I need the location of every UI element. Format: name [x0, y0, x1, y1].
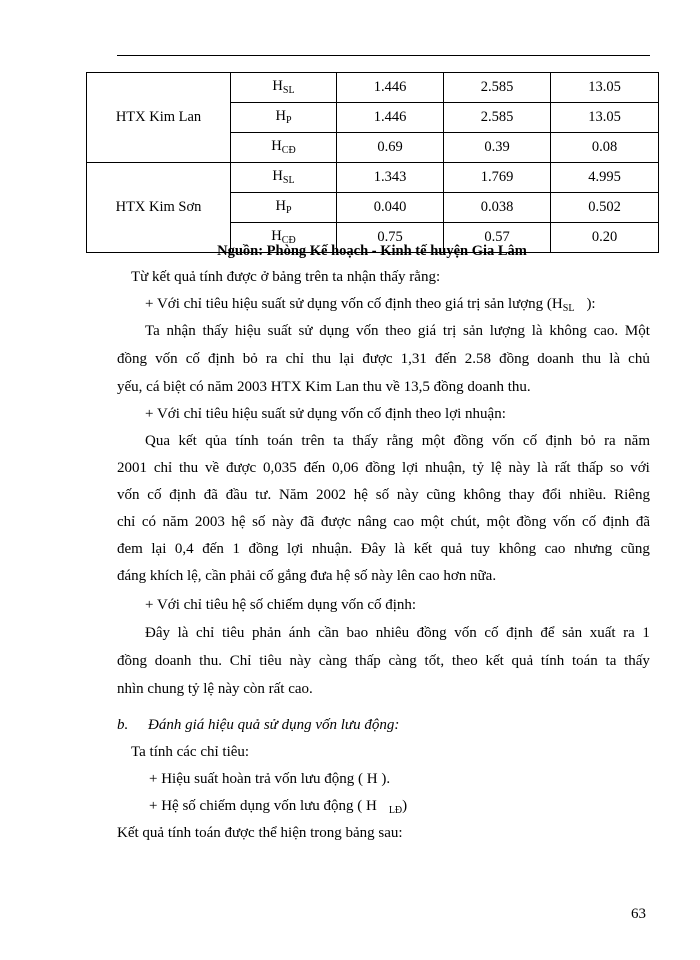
table-cell-value: 1.343: [337, 163, 444, 193]
cooperative-name: HTX Kim Sơn: [87, 163, 231, 253]
indicator-subscript: CĐ: [281, 235, 296, 246]
bullet-output-value-sub: SL: [562, 303, 575, 314]
table-cell-value: 0.038: [444, 193, 551, 223]
table-source: Nguồn: Phòng Kế hoạch - Kinh tế huyện Gia Lâm: [217, 243, 527, 259]
paragraph-line: 2001 chỉ thu về được 0,035 đến 0,06 đồng lợi nhuận, tỷ lệ này là rất thấp so với: [117, 460, 650, 476]
bullet-output-value-tail: ):: [586, 296, 596, 312]
table-cell-value: 0.57: [444, 223, 551, 253]
item-working-capital-efficiency: + Hiệu suất hoàn trả vốn lưu động ( H ).: [149, 771, 391, 787]
indicator-symbol: [231, 133, 337, 163]
indicator-subscript: SL: [282, 85, 295, 96]
table-cell-value: 0.040: [337, 193, 444, 223]
bullet-output-value-text: + Với chỉ tiêu hiệu suất sử dụng vốn cố định theo giá trị sản lượng (H: [145, 296, 563, 312]
table-cell-value: 1.446: [337, 73, 444, 103]
indicator-letter: H: [272, 78, 283, 94]
paragraph-line: đáng khích lệ, cần phải cố gắng đưa hệ số này lên cao hơn nữa.: [117, 568, 497, 584]
indicator-symbol: [231, 73, 337, 103]
table-cell-value: 0.75: [337, 223, 444, 253]
item-working-capital-ratio-tail: ): [402, 798, 408, 814]
table-cell-value: 1.769: [444, 163, 551, 193]
indicator-subscript: CĐ: [281, 145, 296, 156]
table-cell-value: 1.446: [337, 103, 444, 133]
header-rule: [117, 55, 650, 56]
outro-line: Kết quả tính toán được thể hiện trong bảng sau:: [117, 825, 403, 841]
table-cell-value: 0.69: [337, 133, 444, 163]
paragraph-line: đồng vốn cố định bỏ ra chỉ thu lại được 1,31 đến 2.58 đồng doanh thu là chủ: [117, 351, 650, 367]
indicator-letter: H: [271, 138, 282, 154]
table-cell-value: 0.08: [551, 133, 659, 163]
page-number: 63: [631, 906, 646, 922]
calc-intro: Ta tính các chỉ tiêu:: [131, 744, 250, 760]
indicator-symbol: [231, 163, 337, 193]
indicator-letter: H: [271, 228, 282, 244]
bullet-output-value: [145, 297, 596, 314]
intro-line: Từ kết quả tính được ở bảng trên ta nhận thấy rằng:: [131, 269, 441, 285]
indicator-letter: H: [272, 168, 283, 184]
indicator-subscript: P: [285, 205, 292, 216]
item-working-capital-ratio-sub: LĐ: [388, 805, 403, 816]
paragraph-line: nhìn chung tỷ lệ này còn rất cao.: [117, 681, 313, 697]
paragraph-line: yếu, cá biệt có năm 2003 HTX Kim Lan thu về 13,5 đồng doanh thu.: [117, 379, 531, 395]
bullet-profit: + Với chỉ tiêu hiệu suất sử dụng vốn cố định theo lợi nhuận:: [145, 406, 506, 422]
bullet-fixed-capital-ratio: + Với chỉ tiêu hệ số chiếm dụng vốn cố định:: [145, 597, 417, 613]
paragraph-line: đem lại 0,4 đến 1 đồng lợi nhuận. Đây là kết quả tuy không cao nhưng cũng: [117, 541, 650, 557]
paragraph-line: chỉ có năm 2003 hệ số này đã được nâng cao một chút, một đồng vốn cố định đã: [117, 514, 650, 530]
cooperative-name: HTX Kim Lan: [87, 73, 231, 163]
table-row: [87, 73, 659, 103]
table-cell-value: 4.995: [551, 163, 659, 193]
paragraph-line: Đây là chỉ tiêu phản ánh cần bao nhiêu đồng vốn cố định để sản xuất ra 1: [145, 625, 650, 641]
item-working-capital-ratio-text: + Hệ số chiếm dụng vốn lưu động ( H: [149, 798, 377, 814]
paragraph-line: Qua kết qủa tính toán trên ta thấy rằng một đồng vốn cố định bỏ ra năm: [145, 433, 650, 449]
paragraph-line: Ta nhận thấy hiệu suất sử dụng vốn theo giá trị sản lượng là không cao. Một: [145, 323, 650, 339]
table-cell-value: 2.585: [444, 73, 551, 103]
indicator-symbol: [231, 103, 337, 133]
table-row: [87, 163, 659, 193]
item-working-capital-ratio: [149, 799, 407, 816]
paragraph-line: đồng doanh thu. Chỉ tiêu này càng thấp càng tốt, theo kết quả tính toán ta thấy: [117, 653, 650, 669]
indicator-letter: H: [275, 198, 286, 214]
paragraph-line: vốn cố định đã đầu tư. Năm 2002 hệ số này cũng không thay đổi nhiều. Riêng: [117, 487, 650, 503]
table-cell-value: 0.502: [551, 193, 659, 223]
indicator-letter: H: [275, 108, 286, 124]
table-cell-value: 0.20: [551, 223, 659, 253]
indicator-symbol: [231, 193, 337, 223]
table-cell-value: 13.05: [551, 103, 659, 133]
table-cell-value: 2.585: [444, 103, 551, 133]
indicator-subscript: P: [285, 115, 292, 126]
section-b-title: Đánh giá hiệu quả sử dụng vốn lưu động:: [148, 717, 400, 733]
efficiency-table: [86, 72, 659, 253]
indicator-subscript: SL: [282, 175, 295, 186]
section-b-label: b.: [117, 717, 129, 733]
table-cell-value: 0.39: [444, 133, 551, 163]
table-cell-value: 13.05: [551, 73, 659, 103]
